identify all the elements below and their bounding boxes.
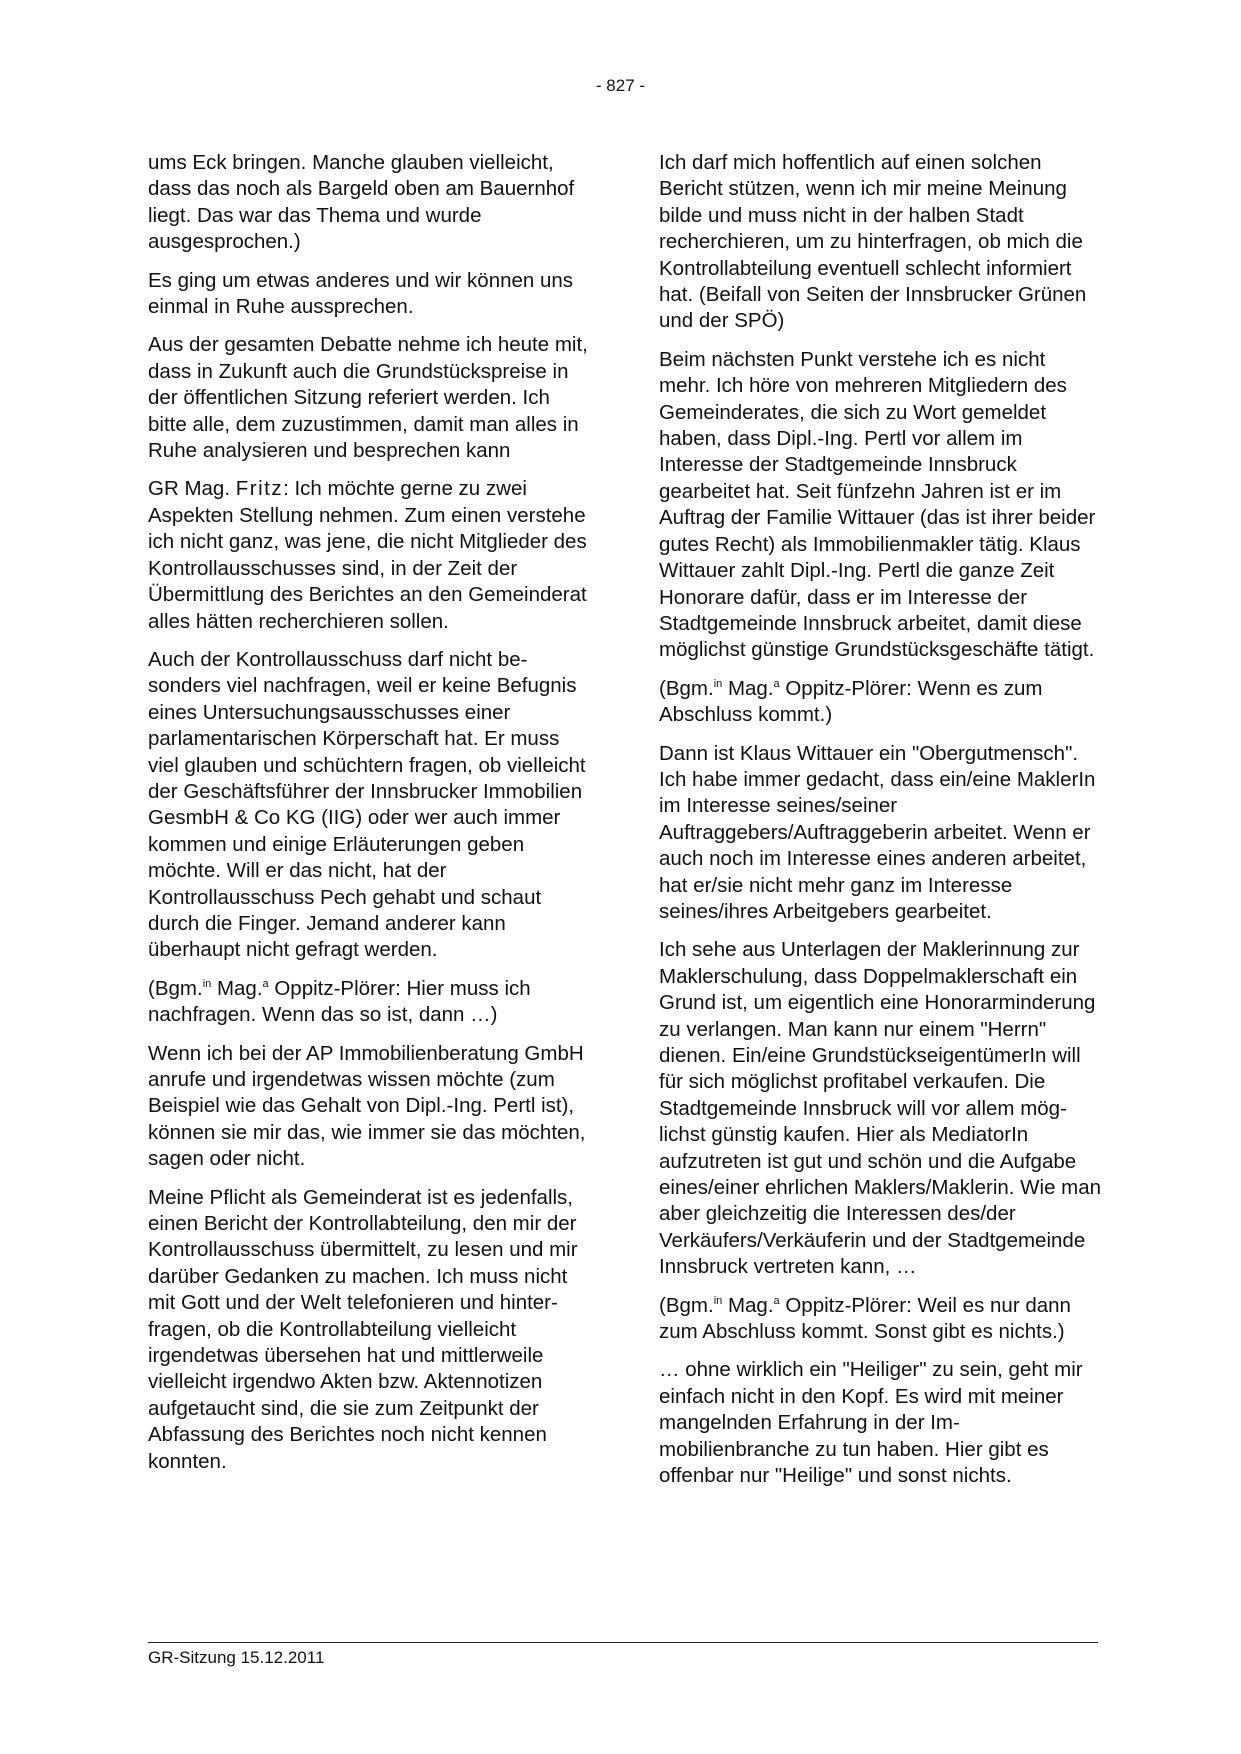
speaker-name: Fritz <box>235 477 284 501</box>
interjection-text: Oppitz-Plörer: Wenn es zum Abschluss kommt.) <box>659 676 1043 727</box>
paragraph: Beim nächsten Punkt verstehe ich es nicht mehr. Ich höre von mehreren Mitgliedern des Gemeinderates, die sich zu Wort gemeldet haben, dass Dipl.-Ing. Pertl vor allem im Interesse der Stadtgemeinde Innsbruck gearbeitet hat. Seit fünfzehn Jahren ist er im Auftrag der Familie Wittauer (das ist ihrer beider gutes Recht) als Immobilienmakler tätig. Klaus Wittauer zahlt Dipl.-Ing. Pertl die ganze Zeit Honorare dafür, dass er im Interesse der Stadtgemeinde Innsbruck arbeitet, damit diese möglichst günstige Grundstücksgeschäfte tätigt. <box>659 347 1096 662</box>
paragraph: Ich sehe aus Unterlagen der Maklerinnung zur Maklerschulung, dass Doppelmaklerschaft ein Grund ist, um eigentlich eine Honorarminderung zu verlangen. Man kann nur einem "Herrn" dienen. Ein/eine GrundstückseigentümerIn will für sich möglichst profitabel verkaufen. Die Stadtgemeinde Innsbruck will vor allem möglichst günstig kaufen. Hier als MediatorIn aufzutreten ist gut und schön und die Aufgabe eines/einer ehrlichen Maklers/Maklerin. Wie man aber gleichzeitig die Interessen des/der Verkäufers/Verkäuferin und der Stadtgemeinde Innsbruck vertreten kann, … <box>659 938 1102 1279</box>
footer-divider <box>148 1642 1098 1643</box>
paragraph: ums Eck bringen. Manche glauben vielleicht, dass das noch als Bargeld oben am Bauernhof liegt. Das war das Thema und wurde ausgesprochen.) <box>148 151 575 254</box>
paragraph: Aus der gesamten Debatte nehme ich heute mit, dass in Zukunft auch die Grundstückspreise in der öffentlichen Sitzung referiert werden. Ich bitte alle, dem zuzustimmen, damit man alles in Ruhe analysieren und besprechen kann <box>148 333 588 463</box>
interjection-text: Oppitz-Plörer: Weil es nur dann zum Abschluss kommt. Sonst gibt es nichts.) <box>659 1293 1071 1344</box>
superscript: a <box>773 677 780 690</box>
paragraph: Es ging um etwas anderes und wir können uns einmal in Ruhe aussprechen. <box>148 268 574 319</box>
paragraph: … ohne wirklich ein "Heiliger" zu sein, geht mir einfach nicht in den Kopf. Es wird mit meiner mangelnden Erfahrung in der Immobilienbranche zu tun haben. Hier gibt es offenbar nur "Heilige" und sonst nichts. <box>659 1358 1083 1488</box>
paragraph: Auch der Kontrollausschuss darf nicht besonders viel nachfragen, weil er keine Befugnis eines Untersuchungsausschusses einer parlamentarischen Körperschaft hat. Er muss viel glauben und schüchtern fragen, ob vielleicht der Geschäftsführer der Innsbrucker Immobilien GesmbH & Co KG (IIG) oder wer auch immer kommen und einige Erläuterungen geben möchte. Will er das nicht, hat der Kontrollausschuss Pech gehabt und schaut durch die Finger. Jemand anderer kann überhaupt nicht gefragt werden. <box>148 647 586 962</box>
superscript: in <box>202 977 212 990</box>
speaker-title: GR Mag. <box>148 477 236 501</box>
speech-text: : Ich möchte gerne zu zwei Aspekten Stellung nehmen. Zum einen verstehe ich nicht ganz, was jene, die nicht Mitglieder des Kontrollausschusses sind, in der Zeit der Übermittlung des Berichtes an den Gemeinderat alles hätten recherchieren sollen. <box>148 477 587 633</box>
superscript: in <box>713 1294 723 1307</box>
paragraph: Meine Pflicht als Gemeinderat ist es jedenfalls, einen Bericht der Kontrollabteilung, den mir der Kontrollausschuss übermittelt, zu lesen und mir darüber Gedanken zu machen. Ich muss nicht mit Gott und der Welt telefonieren und hinterfragen, ob die Kontrollabteilung vielleicht irgendetwas übersehen hat und mittlerweile vielleicht irgendwo Akten bzw. Aktennotizen aufgetaucht sind, die sie zum Zeitpunkt der Abfassung des Berichtes noch nicht kennen konnten. <box>148 1185 578 1473</box>
interjection-title: (Bgm. <box>659 676 714 700</box>
page-number: - 827 - <box>595 76 646 95</box>
paragraph: Dann ist Klaus Wittauer ein "Obergutmensch". Ich habe immer gedacht, dass ein/eine MaklerIn im Interesse seines/seiner Auftraggebers/Auftraggeberin arbeitet. Wenn er auch noch im Interesse eines anderen arbeitet, hat er/sie nicht mehr ganz im Interesse seines/ihres Arbeitgebers gearbeitet. <box>659 741 1096 923</box>
superscript: in <box>713 677 723 690</box>
interjection-title: Mag. <box>722 1293 774 1317</box>
superscript: a <box>773 1294 780 1307</box>
interjection-title: (Bgm. <box>148 976 203 1000</box>
paragraph: Wenn ich bei der AP Immobilienberatung GmbH anrufe und irgendetwas wissen möchte (zum Beispiel wie das Gehalt von Dipl.-Ing. Pertl ist), können sie mir das, wie immer sie das möchten, sagen oder nicht. <box>148 1041 586 1171</box>
interjection-title: Mag. <box>722 676 774 700</box>
interjection-title: Mag. <box>211 976 263 1000</box>
footer-session-date: GR-Sitzung 15.12.2011 <box>148 1648 325 1667</box>
left-column <box>148 150 591 1487</box>
speaker-paragraph <box>148 476 591 634</box>
interjection-paragraph <box>148 976 591 1029</box>
interjection-paragraph <box>659 1293 1102 1346</box>
interjection-title: (Bgm. <box>659 1293 714 1317</box>
right-column <box>659 150 1102 1502</box>
interjection-text: Oppitz-Plörer: Hier muss ich nachfragen. Wenn das so ist, dann …) <box>148 976 531 1027</box>
superscript: a <box>262 977 269 990</box>
interjection-paragraph <box>659 676 1102 729</box>
paragraph: Ich darf mich hoffentlich auf einen solchen Bericht stützen, wenn ich mir meine Meinung bilde und muss nicht in der halben Stadt recherchieren, um zu hinterfragen, ob mich die Kontrollabteilung eventuell schlecht informiert hat. (Beifall von Seiten der Innsbrucker Grünen und der SPÖ) <box>659 151 1087 333</box>
